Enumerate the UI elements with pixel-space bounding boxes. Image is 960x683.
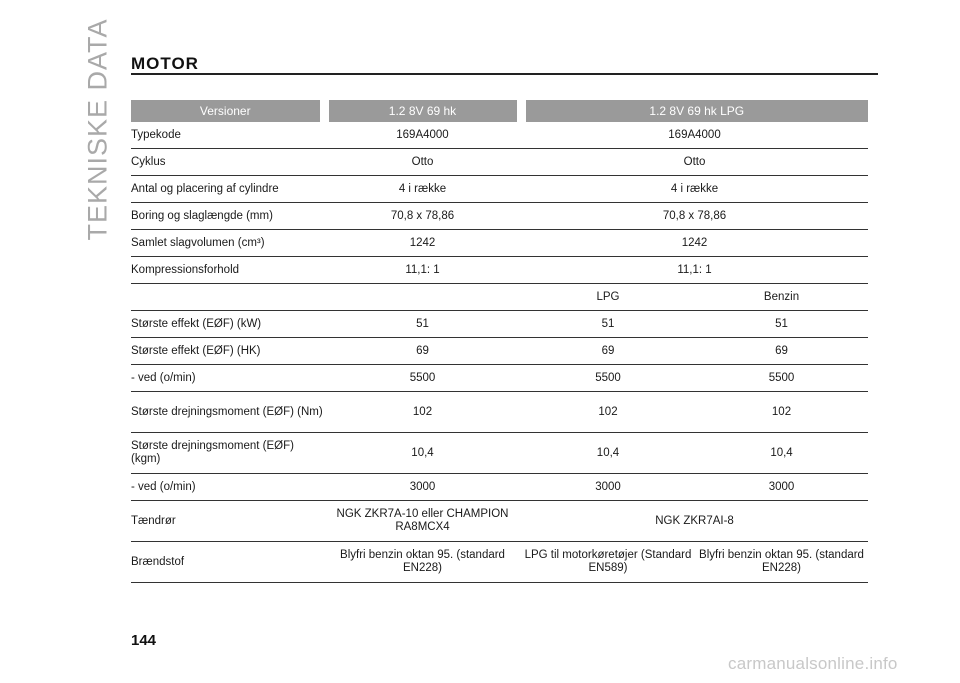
cell-version-2: 70,8 x 78,86 bbox=[521, 203, 868, 230]
cell-lpg: 3000 bbox=[521, 474, 695, 501]
table-row bbox=[131, 122, 868, 149]
cell-lpg: 51 bbox=[521, 311, 695, 338]
table-row bbox=[131, 203, 868, 230]
row-label: Største effekt (EØF) (kW) bbox=[131, 311, 324, 338]
table-row bbox=[131, 149, 868, 176]
table-row bbox=[131, 501, 868, 542]
cell-benzin: 10,4 bbox=[695, 433, 868, 474]
cell-version-1: 69 bbox=[324, 338, 521, 365]
cell-lpg: 10,4 bbox=[521, 433, 695, 474]
subheader-lpg: LPG bbox=[521, 284, 695, 311]
section-side-label-text: TEKNISKE DATA bbox=[82, 17, 113, 241]
row-label: Cyklus bbox=[131, 149, 324, 176]
cell-version-2: 1242 bbox=[521, 230, 868, 257]
row-label: Typekode bbox=[131, 122, 324, 149]
cell-version-2: NGK ZKR7AI-8 bbox=[521, 501, 868, 542]
cell-version-1: 70,8 x 78,86 bbox=[324, 203, 521, 230]
table-row bbox=[131, 433, 868, 474]
cell-benzin: 3000 bbox=[695, 474, 868, 501]
fuel-subheader-row bbox=[131, 284, 868, 311]
row-label: Tændrør bbox=[131, 501, 324, 542]
cell-benzin: 5500 bbox=[695, 365, 868, 392]
table-row bbox=[131, 338, 868, 365]
row-label: Brændstof bbox=[131, 542, 324, 583]
subheader-benzin: Benzin bbox=[695, 284, 868, 311]
cell-version-1: 5500 bbox=[324, 365, 521, 392]
row-label: - ved (o/min) bbox=[131, 365, 324, 392]
table-row bbox=[131, 365, 868, 392]
cell-version-1: 169A4000 bbox=[324, 122, 521, 149]
row-label: Største drejningsmoment (EØF) (kgm) bbox=[131, 433, 324, 474]
cell-version-2: Otto bbox=[521, 149, 868, 176]
table-header-row bbox=[131, 100, 868, 122]
cell-lpg: 5500 bbox=[521, 365, 695, 392]
table-row bbox=[131, 176, 868, 203]
cell-benzin: 102 bbox=[695, 392, 868, 433]
empty-cell bbox=[324, 284, 521, 311]
header-version-2: 1.2 8V 69 hk LPG bbox=[521, 100, 868, 122]
cell-benzin: Blyfri benzin oktan 95. (standard EN228) bbox=[695, 542, 868, 583]
page-number: 144 bbox=[131, 632, 157, 649]
watermark: carmanualsonline.info bbox=[728, 654, 898, 673]
section-side-label bbox=[76, 17, 120, 241]
cell-version-1: Blyfri benzin oktan 95. (standard EN228) bbox=[324, 542, 521, 583]
cell-lpg: LPG til motorkøretøjer (Standard EN589) bbox=[521, 542, 695, 583]
cell-version-1: 1242 bbox=[324, 230, 521, 257]
table-row bbox=[131, 230, 868, 257]
header-versions: Versioner bbox=[131, 100, 324, 122]
cell-version-1: Otto bbox=[324, 149, 521, 176]
cell-version-1: 10,4 bbox=[324, 433, 521, 474]
row-label: Største effekt (EØF) (HK) bbox=[131, 338, 324, 365]
cell-version-1: 102 bbox=[324, 392, 521, 433]
table-row bbox=[131, 474, 868, 501]
table-row bbox=[131, 392, 868, 433]
cell-version-1: 51 bbox=[324, 311, 521, 338]
row-label: Antal og placering af cylindre bbox=[131, 176, 324, 203]
cell-version-1: 4 i række bbox=[324, 176, 521, 203]
page-heading: MOTOR bbox=[131, 54, 199, 73]
cell-version-1: NGK ZKR7A-10 eller CHAMPION RA8MCX4 bbox=[324, 501, 521, 542]
cell-version-2: 169A4000 bbox=[521, 122, 868, 149]
header-version-1: 1.2 8V 69 hk bbox=[324, 100, 521, 122]
cell-version-2: 11,1: 1 bbox=[521, 257, 868, 284]
cell-lpg: 102 bbox=[521, 392, 695, 433]
table-row bbox=[131, 257, 868, 284]
engine-spec-table bbox=[131, 100, 868, 583]
row-label: - ved (o/min) bbox=[131, 474, 324, 501]
table-row bbox=[131, 542, 868, 583]
heading-rule bbox=[131, 73, 878, 75]
cell-benzin: 51 bbox=[695, 311, 868, 338]
cell-version-2: 4 i række bbox=[521, 176, 868, 203]
cell-version-1: 11,1: 1 bbox=[324, 257, 521, 284]
table-row bbox=[131, 311, 868, 338]
cell-lpg: 69 bbox=[521, 338, 695, 365]
row-label: Største drejningsmoment (EØF) (Nm) bbox=[131, 392, 324, 433]
row-label: Boring og slaglængde (mm) bbox=[131, 203, 324, 230]
row-label: Kompressionsforhold bbox=[131, 257, 324, 284]
empty-cell bbox=[131, 284, 324, 311]
row-label: Samlet slagvolumen (cm³) bbox=[131, 230, 324, 257]
cell-version-1: 3000 bbox=[324, 474, 521, 501]
cell-benzin: 69 bbox=[695, 338, 868, 365]
